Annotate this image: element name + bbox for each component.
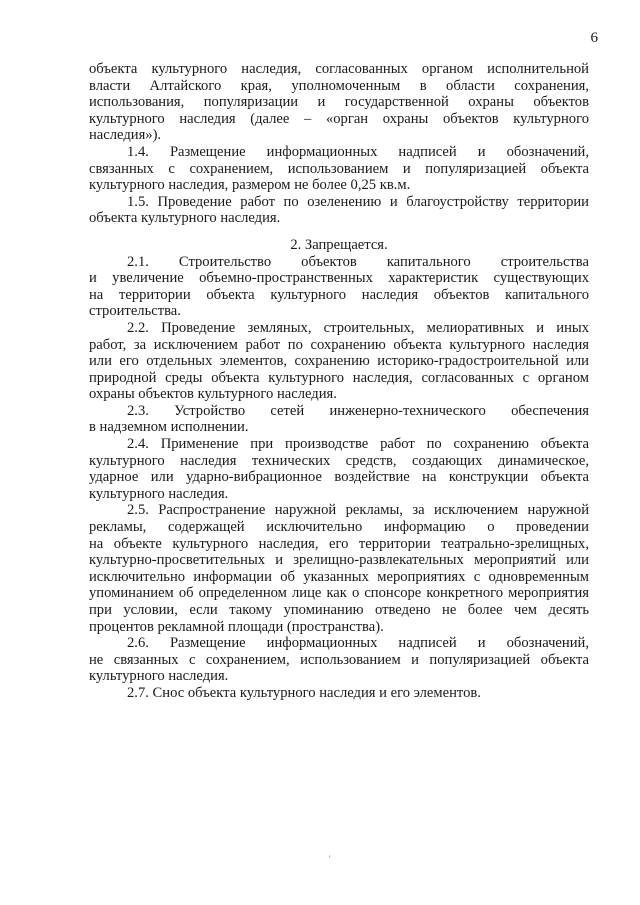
text-line: 1.4. Размещение информационных надписей и обозначений, — [127, 143, 589, 160]
page-number: 6 — [590, 30, 598, 46]
section-2-heading: 2. Запрещается. — [290, 236, 388, 253]
text-line: и увеличение объемно-пространственных характеристик существующих — [89, 270, 589, 287]
text-line: культурного наследия (далее – «орган охраны объектов культурного — [89, 110, 589, 127]
item-2-2 — [89, 320, 589, 403]
text-line: 2.6. Размещение информационных надписей и обозначений, — [127, 635, 589, 652]
text-line: 2.1. Строительство объектов капитального строительства — [127, 253, 589, 270]
text-line: упоминанием об определенном лице как о спонсоре конкретного мероприятия — [89, 585, 589, 602]
text-line: культурно-просветительных и зрелищно-развлекательных мероприятий или — [89, 552, 589, 569]
text-line: процентов рекламной площади (пространства). — [89, 618, 384, 635]
section-1-continuation — [89, 61, 589, 144]
text-line: культурного наследия технических средств, создающих динамическое, — [89, 452, 589, 469]
text-line: в надземном исполнении. — [89, 419, 249, 436]
item-2-5 — [89, 502, 589, 635]
text-line: на объекте культурного наследия, его территории театрально-зрелищных, — [89, 535, 589, 552]
text-line: охраны объектов культурного наследия. — [89, 386, 337, 403]
item-2-6 — [89, 635, 589, 685]
text-line: использования, популяризации и государственной охраны объектов — [89, 94, 589, 111]
document-body — [89, 61, 589, 702]
item-2-1 — [89, 254, 589, 320]
text-line: культурного наследия, размером не более 0,25 кв.м. — [89, 177, 411, 194]
text-line: при условии, если такому упоминанию отведено не более чем десять — [89, 602, 589, 618]
text-line: работ, за исключением работ по сохранению объекта культурного наследия — [89, 336, 589, 353]
text-line: объекта культурного наследия, согласованных органом исполнительной — [89, 61, 589, 77]
text-line: исключительно информации об указанных мероприятиях с одновременным — [89, 568, 589, 585]
text-line: 2.2. Проведение земляных, строительных, мелиоративных и иных — [127, 319, 589, 336]
footer-mark: ' — [329, 854, 331, 864]
text-line: на территории объекта культурного наследия объектов капитального — [89, 286, 589, 303]
item-2-4 — [89, 436, 589, 502]
text-line: власти Алтайского края, уполномоченным в области сохранения, — [89, 77, 589, 94]
text-line: 1.5. Проведение работ по озеленению и благоустройству территории — [127, 193, 589, 210]
text-line: культурного наследия. — [89, 668, 229, 685]
text-line: наследия»). — [89, 127, 162, 144]
text-line: 2.3. Устройство сетей инженерно-технического обеспечения — [127, 402, 589, 419]
text-line: природной среды объекта культурного наследия, согласованных с органом — [89, 369, 589, 386]
text-line: объекта культурного наследия. — [89, 210, 281, 227]
text-line: не связанных с сохранением, использованием и популяризацией объекта — [89, 651, 589, 668]
spacer — [89, 227, 589, 232]
text-line: ударное или ударно-вибрационное воздействие на конструкции объекта — [89, 469, 589, 486]
item-1-5 — [89, 194, 589, 227]
text-line: 2.7. Снос объекта культурного наследия и его элементов. — [127, 684, 481, 701]
text-line: строительства. — [89, 303, 181, 320]
item-1-4 — [89, 144, 589, 194]
item-2-3 — [89, 403, 589, 436]
item-2-7 — [89, 685, 589, 702]
text-line: культурного наследия. — [89, 485, 229, 502]
text-line: рекламы, содержащей исключительно информацию о проведении — [89, 519, 589, 536]
text-line: связанных с сохранением, использованием и популяризацией объекта — [89, 160, 589, 177]
text-line: 2.4. Применение при производстве работ по сохранению объекта — [127, 436, 589, 453]
text-line: 2.5. Распространение наружной рекламы, за исключением наружной — [127, 502, 589, 519]
text-line: или его отдельных элементов, сохранению историко-градостроительной или — [89, 353, 589, 370]
